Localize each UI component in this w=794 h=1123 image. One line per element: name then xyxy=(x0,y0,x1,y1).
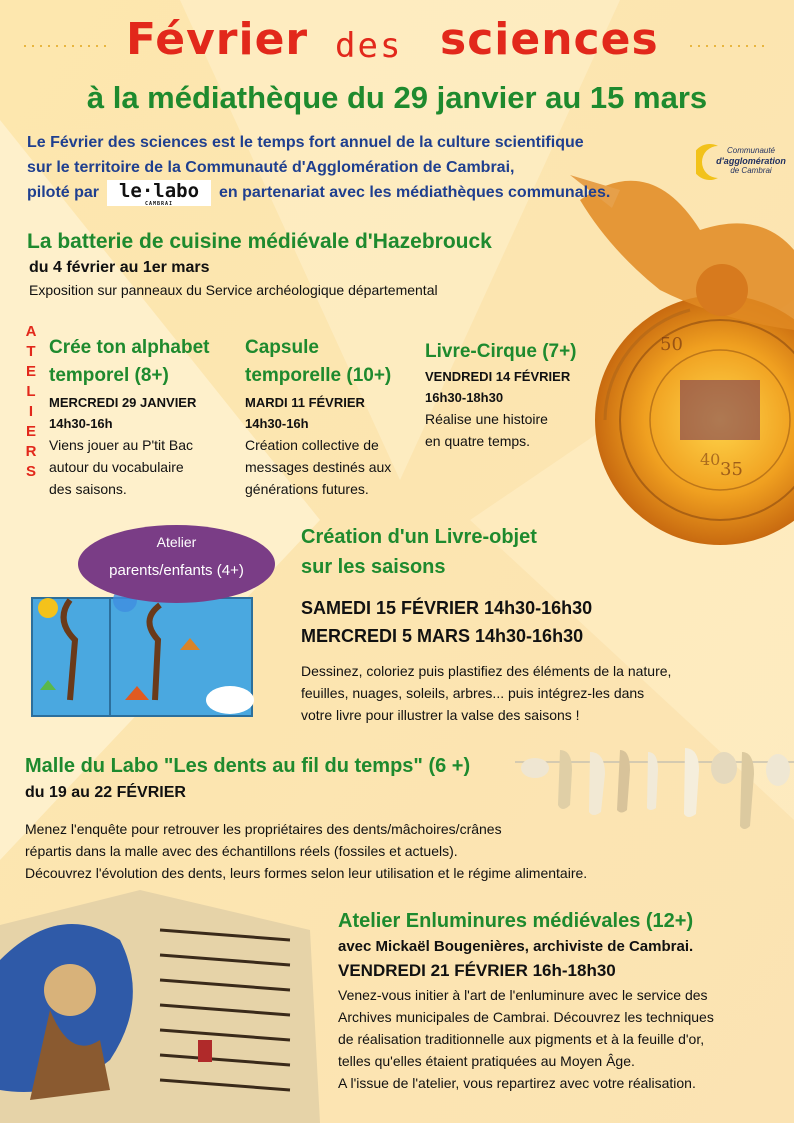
le-labo-logo: le·labo CAMBRAI xyxy=(107,180,211,206)
poster-title xyxy=(0,14,794,74)
workshop-time: 16h30-18h30 xyxy=(425,390,504,405)
enluminures-desc: de réalisation traditionnelle aux pigments et à la feuille d'or, xyxy=(338,1031,705,1047)
exhibition-block xyxy=(27,228,587,300)
intro-paragraph xyxy=(27,130,667,206)
intro-piloted-by: piloté par xyxy=(27,184,100,202)
workshop-livre-cirque xyxy=(425,338,605,452)
svg-text:40: 40 xyxy=(700,450,721,469)
workshop-title: Capsule xyxy=(245,337,319,358)
enluminures-desc: Archives municipales de Cambrai. Découvrez les techniques xyxy=(338,1009,714,1025)
subtitle-dates: à la médiathèque du 29 janvier au 15 mars xyxy=(86,80,708,115)
manuscript-illustration xyxy=(0,890,320,1123)
malle-dates: du 19 au 22 FÉVRIER xyxy=(25,784,186,801)
svg-text:50: 50 xyxy=(660,334,683,355)
livre-objet-desc: votre livre pour illustrer la valse des saisons ! xyxy=(301,707,580,723)
livre-objet-block xyxy=(301,522,781,726)
malle-block xyxy=(25,752,785,884)
livre-objet-title: sur les saisons xyxy=(301,556,446,578)
agglo-logo: Communauté d'agglomération de Cambrai xyxy=(700,142,792,186)
svg-text:35: 35 xyxy=(720,459,743,480)
workshop-desc: messages destinés aux xyxy=(245,459,392,475)
title-sciences: sciences xyxy=(440,14,659,65)
enluminures-speaker: avec Mickaël Bougenières, archiviste de Cambrai. xyxy=(338,938,694,955)
title-des: des xyxy=(335,26,403,66)
livre-objet-title: Création d'un Livre-objet xyxy=(301,526,537,548)
workshop-desc: en quatre temps. xyxy=(425,433,531,449)
enluminures-desc: telles qu'elles étaient pratiquées au Moyen Âge. xyxy=(338,1053,635,1069)
workshop-desc: des saisons. xyxy=(49,481,127,497)
enluminures-title: Atelier Enluminures médiévales (12+) xyxy=(338,910,694,932)
seasons-book-illustration xyxy=(32,588,254,716)
workshop-time: 14h30-16h xyxy=(245,416,309,431)
workshop-capsule xyxy=(245,334,425,500)
enluminures-block xyxy=(338,906,788,1094)
workshop-date: VENDREDI 14 FÉVRIER xyxy=(425,369,571,384)
livre-objet-desc: Dessinez, coloriez puis plastifiez des éléments de la nature, xyxy=(301,663,672,679)
workshop-alphabet xyxy=(49,334,239,500)
exhibition-title: La batterie de cuisine médiévale d'Hazebrouck xyxy=(27,230,492,253)
intro-line: sur le territoire de la Communauté d'Agglomération de Cambrai, xyxy=(27,159,515,176)
livre-objet-date: MERCREDI 5 MARS 14h30-16h30 xyxy=(301,626,584,646)
workshop-desc: générations futures. xyxy=(245,481,369,497)
workshop-desc: Création collective de xyxy=(245,437,379,453)
intro-partnership: en partenariat avec les médiathèques communales. xyxy=(219,184,611,202)
enluminures-desc: Venez-vous initier à l'art de l'enluminure avec le service des xyxy=(338,987,708,1003)
workshop-date: MARDI 11 FÉVRIER xyxy=(245,395,365,410)
workshop-title: Livre-Cirque (7+) xyxy=(425,341,577,362)
parents-enfants-badge: Atelier parents/enfants (4+) xyxy=(78,525,275,603)
workshop-title: Crée ton alphabet xyxy=(49,337,210,358)
malle-title: Malle du Labo "Les dents au fil du temps" (6 +) xyxy=(25,755,471,777)
exhibition-description: Exposition sur panneaux du Service archéologique départemental xyxy=(29,282,438,298)
workshop-desc: autour du vocabulaire xyxy=(49,459,184,475)
exhibition-dates: du 4 février au 1er mars xyxy=(29,259,210,276)
ateliers-vertical-label: A T E L I E R S xyxy=(25,323,37,480)
livre-objet-desc: feuilles, nuages, soleils, arbres... puis intégrez-les dans xyxy=(301,685,645,701)
workshop-date: MERCREDI 29 JANVIER xyxy=(49,395,197,410)
intro-line: Le Février des sciences est le temps fort annuel de la culture scientifique xyxy=(27,134,584,151)
livre-objet-date: SAMEDI 15 FÉVRIER 14h30-16h30 xyxy=(301,598,593,618)
malle-desc: Découvrez l'évolution des dents, leurs formes selon leur utilisation et le régime alimentaire. xyxy=(25,865,588,881)
intro-line xyxy=(27,180,667,206)
enluminures-date: VENDREDI 21 FÉVRIER 16h-18h30 xyxy=(338,961,616,980)
malle-desc: répartis dans la malle avec des échantillons réels (fossiles et actuels). xyxy=(25,843,458,859)
enluminures-desc: A l'issue de l'atelier, vous repartirez avec votre réalisation. xyxy=(338,1075,696,1091)
workshop-title: temporel (8+) xyxy=(49,365,169,386)
workshop-desc: Viens jouer au P'tit Bac xyxy=(49,437,194,453)
workshop-time: 14h30-16h xyxy=(49,416,113,431)
workshop-desc: Réalise une histoire xyxy=(425,411,548,427)
workshop-title: temporelle (10+) xyxy=(245,365,392,386)
title-fevrier: Février xyxy=(126,14,309,65)
malle-desc: Menez l'enquête pour retrouver les propriétaires des dents/mâchoires/crânes xyxy=(25,821,502,837)
